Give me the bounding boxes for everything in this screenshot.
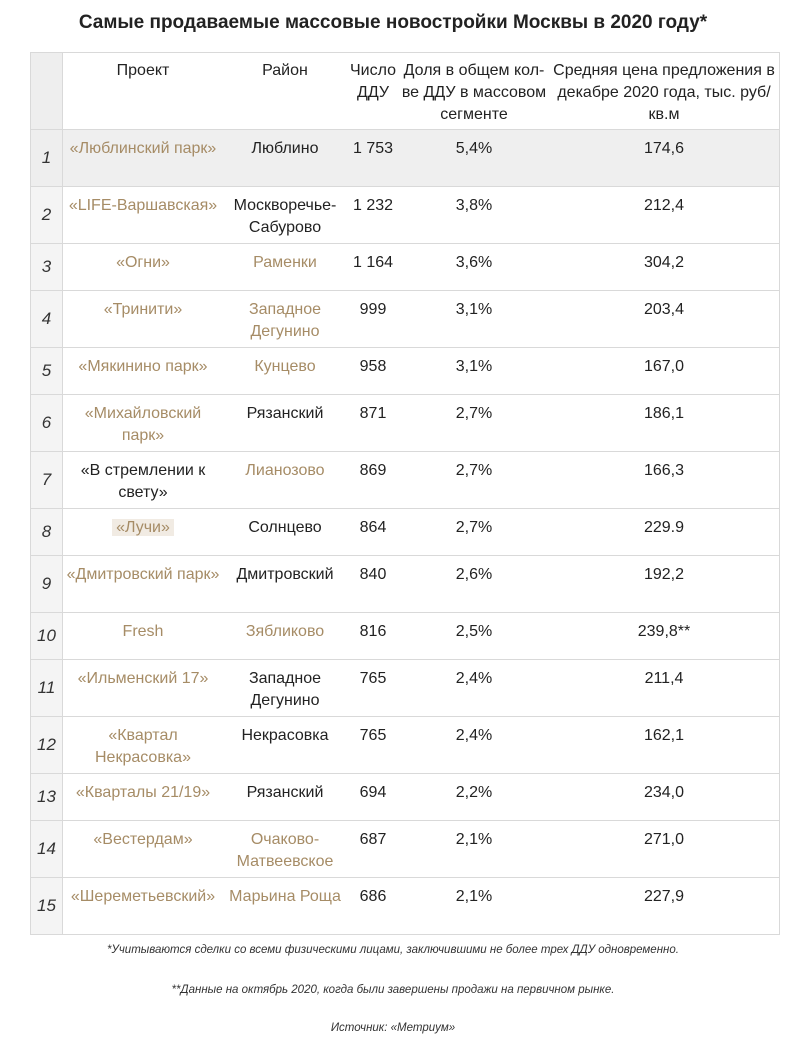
- district-link[interactable]: Лианозово: [245, 462, 325, 479]
- ddu-count-cell: [347, 244, 399, 290]
- row-number: 4: [41, 309, 52, 328]
- project-link[interactable]: «Мякинино парк»: [78, 358, 208, 375]
- average-price-cell: [549, 452, 779, 508]
- page-title: Самые продаваемые массовые новостройки Москвы в 2020 году*: [78, 12, 708, 33]
- row-number: 14: [37, 839, 56, 858]
- row-number-cell: [31, 556, 63, 612]
- project-link-cell: [63, 556, 223, 612]
- ddu-share-cell: [399, 509, 549, 555]
- average-price-cell: [549, 613, 779, 659]
- project-link-cell: [63, 821, 223, 877]
- average-price: 227,9: [643, 888, 685, 905]
- ddu-count: 1 753: [352, 140, 394, 157]
- average-price: 229.9: [643, 519, 685, 536]
- ddu-count-cell: [347, 395, 399, 451]
- project-link[interactable]: «Вестердам»: [93, 831, 193, 848]
- average-price-cell: [549, 774, 779, 820]
- ddu-share: 3,1%: [455, 301, 493, 318]
- district-link-cell: [223, 244, 347, 290]
- row-number-cell: [31, 509, 63, 555]
- ddu-count: 871: [359, 405, 387, 422]
- average-price: 212,4: [643, 197, 685, 214]
- table-row: [31, 291, 779, 348]
- table-row: [31, 774, 779, 821]
- ddu-share-cell: [399, 660, 549, 716]
- average-price-cell: [549, 556, 779, 612]
- project-link-cell: [63, 509, 223, 555]
- ddu-count-cell: [347, 660, 399, 716]
- row-number-cell: [31, 395, 63, 451]
- district-link[interactable]: Кунцево: [254, 358, 316, 375]
- district-link-cell: [223, 821, 347, 877]
- district-name: Рязанский: [246, 784, 324, 801]
- row-number-cell: [31, 717, 63, 773]
- ddu-share-cell: [399, 187, 549, 243]
- project-link[interactable]: «Шереметьевский»: [70, 888, 216, 905]
- district-name-cell: [223, 395, 347, 451]
- ddu-count: 765: [359, 670, 387, 687]
- average-price-cell: [549, 244, 779, 290]
- ddu-share: 2,6%: [455, 566, 493, 583]
- table-row: [31, 556, 779, 613]
- ddu-count: 1 232: [352, 197, 394, 214]
- ddu-count: 869: [359, 462, 387, 479]
- header-project: Проект: [116, 62, 170, 79]
- ddu-count-cell: [347, 348, 399, 394]
- district-name: Москворечье-Сабурово: [233, 197, 337, 236]
- project-link[interactable]: «Люблинский парк»: [69, 140, 217, 157]
- average-price-cell: [549, 187, 779, 243]
- district-link-cell: [223, 878, 347, 934]
- average-price: 167,0: [643, 358, 685, 375]
- district-name-cell: [223, 130, 347, 186]
- header-district: Район: [262, 62, 308, 79]
- table-row: [31, 395, 779, 452]
- ddu-count: 999: [359, 301, 387, 318]
- average-price: 271,0: [643, 831, 685, 848]
- project-link-cell: [63, 244, 223, 290]
- district-name-cell: [223, 556, 347, 612]
- row-number: 11: [37, 678, 56, 697]
- average-price-cell: [549, 717, 779, 773]
- project-link[interactable]: «Дмитровский парк»: [66, 566, 220, 583]
- average-price-cell: [549, 291, 779, 347]
- average-price: 192,2: [643, 566, 685, 583]
- row-number-cell: [31, 613, 63, 659]
- row-number: 10: [37, 626, 56, 645]
- row-number: 7: [41, 470, 52, 489]
- average-price-cell: [549, 660, 779, 716]
- sales-table: [30, 52, 780, 935]
- row-number-cell: [31, 452, 63, 508]
- project-link[interactable]: «Квартал Некрасовка»: [95, 727, 191, 766]
- header-count: Число ДДУ: [349, 62, 396, 101]
- district-name: Дмитровский: [236, 566, 334, 583]
- ddu-share: 2,5%: [455, 623, 493, 640]
- average-price: 234,0: [643, 784, 685, 801]
- ddu-share-cell: [399, 613, 549, 659]
- project-link-cell: [63, 348, 223, 394]
- district-name-cell: [223, 717, 347, 773]
- ddu-count: 958: [359, 358, 387, 375]
- project-link-cell: [63, 660, 223, 716]
- project-link[interactable]: «Огни»: [116, 254, 170, 271]
- project-link[interactable]: «Михайловский парк»: [84, 405, 202, 444]
- ddu-share: 2,4%: [455, 727, 493, 744]
- ddu-share-cell: [399, 878, 549, 934]
- ddu-count: 840: [359, 566, 387, 583]
- row-number-cell: [31, 187, 63, 243]
- district-name: Рязанский: [246, 405, 324, 422]
- average-price: 304,2: [643, 254, 685, 271]
- row-number-cell: [31, 660, 63, 716]
- ddu-share: 2,1%: [455, 831, 493, 848]
- ddu-count-cell: [347, 187, 399, 243]
- row-number: 13: [37, 787, 56, 806]
- table-row: [31, 613, 779, 660]
- ddu-count-cell: [347, 130, 399, 186]
- project-link[interactable]: «Кварталы 21/19»: [75, 784, 211, 801]
- average-price: 174,6: [643, 140, 685, 157]
- district-name-cell: [223, 509, 347, 555]
- table-row: [31, 244, 779, 291]
- average-price-cell: [549, 395, 779, 451]
- table-row: [31, 821, 779, 878]
- district-name-cell: [223, 187, 347, 243]
- ddu-count: 694: [359, 784, 387, 801]
- ddu-count-cell: [347, 452, 399, 508]
- project-link-cell: [63, 130, 223, 186]
- ddu-count: 1 164: [352, 254, 394, 271]
- ddu-count: 686: [359, 888, 387, 905]
- table-row: [31, 452, 779, 509]
- ddu-share: 2,4%: [455, 670, 493, 687]
- ddu-share-cell: [399, 348, 549, 394]
- average-price-cell: [549, 509, 779, 555]
- table-row: [31, 660, 779, 717]
- ddu-share-cell: [399, 244, 549, 290]
- district-link[interactable]: Марьина Роща: [229, 888, 341, 905]
- row-number: 12: [37, 735, 56, 754]
- row-number-cell: [31, 291, 63, 347]
- ddu-count: 864: [359, 519, 387, 536]
- row-number: 6: [41, 413, 52, 432]
- district-name: Люблино: [251, 140, 319, 157]
- project-name-cell: [63, 452, 223, 508]
- ddu-share: 2,7%: [455, 405, 493, 422]
- ddu-share-cell: [399, 821, 549, 877]
- average-price-cell: [549, 348, 779, 394]
- ddu-count: 816: [359, 623, 387, 640]
- project-link[interactable]: «Тринити»: [103, 301, 183, 318]
- ddu-share-cell: [399, 717, 549, 773]
- footnote-october: **Данные на октябрь 2020, когда были завершены продажи на первичном рынке.: [171, 984, 615, 996]
- project-name: «В стремлении к свету»: [80, 462, 206, 501]
- source-note: Источник: «Метриум»: [330, 1022, 456, 1034]
- district-link-cell: [223, 452, 347, 508]
- ddu-count: 687: [359, 831, 387, 848]
- ddu-share-cell: [399, 395, 549, 451]
- row-number: 9: [41, 574, 52, 593]
- footnote-deals: *Учитываются сделки со всеми физическими лицами, заключившими не более трех ДДУ одновременно.: [107, 944, 679, 956]
- district-name-cell: [223, 774, 347, 820]
- average-price: 239,8**: [637, 623, 691, 640]
- ddu-share: 2,7%: [455, 462, 493, 479]
- ddu-count-cell: [347, 613, 399, 659]
- average-price: 211,4: [644, 670, 684, 687]
- table-row: [31, 509, 779, 556]
- ddu-share-cell: [399, 452, 549, 508]
- row-number: 3: [41, 257, 52, 276]
- district-link-cell: [223, 291, 347, 347]
- table-row: [31, 187, 779, 244]
- average-price: 166,3: [643, 462, 685, 479]
- row-number: 1: [41, 148, 52, 167]
- district-name: Западное Дегунино: [248, 670, 322, 709]
- ddu-share-cell: [399, 774, 549, 820]
- district-link[interactable]: Зябликово: [245, 623, 325, 640]
- ddu-count-cell: [347, 717, 399, 773]
- project-link[interactable]: «Ильменский 17»: [77, 670, 209, 687]
- header-num: [31, 53, 63, 129]
- header-share: Доля в общем кол-ве ДДУ в массовом сегменте: [401, 62, 547, 123]
- table-row: [31, 348, 779, 395]
- ddu-share-cell: [399, 291, 549, 347]
- project-link-cell: [63, 878, 223, 934]
- row-number: 5: [41, 361, 52, 380]
- project-link-cell: [63, 187, 223, 243]
- ddu-share: 3,1%: [455, 358, 493, 375]
- ddu-count-cell: [347, 509, 399, 555]
- ddu-share: 2,2%: [455, 784, 493, 801]
- project-link-cell: [63, 613, 223, 659]
- table-row: [31, 717, 779, 774]
- average-price: 186,1: [643, 405, 685, 422]
- row-number-cell: [31, 130, 63, 186]
- average-price-cell: [549, 821, 779, 877]
- district-link[interactable]: Очаково-Матвеевское: [236, 831, 334, 870]
- ddu-share: 3,6%: [455, 254, 493, 271]
- row-number: 15: [37, 896, 56, 915]
- project-link[interactable]: «Лучи»: [112, 519, 174, 536]
- ddu-share: 2,1%: [455, 888, 493, 905]
- project-link[interactable]: «LIFE-Варшавская»: [68, 197, 218, 214]
- average-price: 203,4: [643, 301, 685, 318]
- project-link[interactable]: Fresh: [122, 623, 164, 640]
- district-link[interactable]: Раменки: [253, 254, 317, 271]
- table-header-row: [31, 53, 779, 130]
- district-name-cell: [223, 660, 347, 716]
- ddu-count: 765: [359, 727, 387, 744]
- district-name: Некрасовка: [241, 727, 329, 744]
- table-row: [31, 878, 779, 935]
- ddu-count-cell: [347, 556, 399, 612]
- project-link-cell: [63, 291, 223, 347]
- district-link[interactable]: Западное Дегунино: [248, 301, 322, 340]
- project-link-cell: [63, 774, 223, 820]
- row-number-cell: [31, 878, 63, 934]
- row-number: 2: [41, 205, 52, 224]
- ddu-count-cell: [347, 878, 399, 934]
- district-link-cell: [223, 348, 347, 394]
- ddu-share: 3,8%: [455, 197, 493, 214]
- average-price: 162,1: [643, 727, 685, 744]
- ddu-count-cell: [347, 774, 399, 820]
- row-number-cell: [31, 244, 63, 290]
- district-link-cell: [223, 613, 347, 659]
- ddu-share: 5,4%: [455, 140, 493, 157]
- row-number: 8: [41, 522, 52, 541]
- ddu-share: 2,7%: [455, 519, 493, 536]
- ddu-count-cell: [347, 821, 399, 877]
- row-number-cell: [31, 774, 63, 820]
- average-price-cell: [549, 878, 779, 934]
- ddu-share-cell: [399, 130, 549, 186]
- ddu-count-cell: [347, 291, 399, 347]
- header-price: Средняя цена предложения в декабре 2020 года, тыс. руб/кв.м: [553, 62, 775, 123]
- average-price-cell: [549, 130, 779, 186]
- table-row: [31, 130, 779, 187]
- row-number-cell: [31, 821, 63, 877]
- project-link-cell: [63, 395, 223, 451]
- project-link-cell: [63, 717, 223, 773]
- row-number-cell: [31, 348, 63, 394]
- ddu-share-cell: [399, 556, 549, 612]
- district-name: Солнцево: [248, 519, 322, 536]
